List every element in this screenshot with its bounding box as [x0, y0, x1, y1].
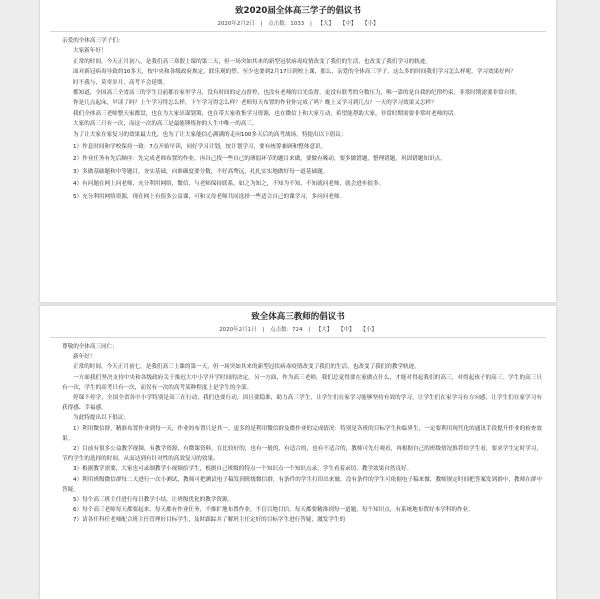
paragraph: 大家的高三只有一次，而这一次的高三是最能锤炼你的人生中唯一的高三。: [73, 121, 258, 128]
list-item: 3）多做基础题和中等题目，夯实基础，向准确度要分数，不好高骛远，扎扎实实地做好每一道基础题。: [73, 168, 329, 175]
click-count: 点击数：1033: [268, 21, 305, 27]
paragraph: 时不我与，莫辜岁月，高考不会延期。: [73, 79, 169, 86]
salutation: 尊敬的全体高三同仁：: [62, 344, 118, 350]
paragraph: 都知道，全国高三全省高三的学生目前都在家里学习，没有时间的定点督控，也没有老师的目光监督，更没有联考的分数压力，唯一靠的是自我的纪律约束，非常时期需要非常自律。: [73, 90, 521, 97]
font-size-large-link[interactable]: 【大】: [315, 327, 333, 333]
font-size-small-link[interactable]: 【小】: [362, 21, 379, 27]
list-item: 3）根据教学需要，大家也可录制教学小视频给学生，根据自己班级的特点一个知识点一个知识点录，学生看着录切，教学效果自然良好。: [73, 466, 413, 473]
document-page-2: [40, 306, 556, 599]
paragraph: 一方面我们坚决支持中央和各级政府关于推迟大中小学开学时间的决定，另一方面，作为高三老师，我们总觉得要在家做点什么，才能对得起我们的高三，对得起孩子的高三。学生的高三只有一次，学生的高考只有一次，而仅有一次的高考某种程度上是学生的全部。: [62, 374, 542, 391]
page-title: 致2020届全体高三学子的倡议书: [235, 6, 361, 16]
divider: [50, 31, 546, 32]
list-item: 2）作业任务有先后顺序：先完成老师布置的作业，再自己找一些自己的薄弱环节的题目来做，要做有吸动，要多做错题，整理错题，巩固错题知识点。: [73, 156, 446, 163]
publish-date: 2020年2月2日: [217, 21, 255, 27]
font-size-large-link[interactable]: 【大】: [317, 21, 335, 27]
font-size-small-link[interactable]: 【小】: [360, 327, 377, 333]
page-title: 致全体高三教师的倡议书: [251, 312, 345, 322]
article-body: [40, 342, 556, 526]
paragraph: 大家新年好！: [73, 48, 107, 55]
list-item: 6）每个高三老师每天都要起来，每天都有作业任务，不推扩地布置作业，不盲目地目信，每天都要精准到每一道题，每个知识点，有系统地布置好本学科的作业。: [73, 507, 474, 514]
paragraph: 新年好！: [73, 354, 96, 361]
list-item: 5）充分利用网络资源，现在网上有很多公益课，可和父母老师共同选择一些适合自己的课学习，多问问老师。: [73, 193, 346, 200]
divider: [50, 337, 546, 338]
list-item: 1）作息时间和学校保持一致：7点开始早读，同好学习计划，按计划学习，要有统筹兼顾和整体意识。: [73, 144, 327, 151]
paragraph: 你是几点起床，早读了吗？上午学习得怎么样，下午学习得怎么样？老师每天布置的作业你完成了吗？晚上又学习到几点？一天的学习效果又怎样？: [73, 100, 437, 107]
paragraph: 为了让大家在家复习的效果最大化，也为了让大家能信心满满的走向100多天后的高考战场，特提出以下倡议：: [73, 131, 347, 138]
paragraph: 面对新冠病毒导致的10多天，按中央和各级政府规定，联乐观的塑。至少也要到2月17日到校上课，那么，亲爱的全体高三学子，这么多的时间我们学习怎么样呢，学习效果好吗？: [73, 69, 516, 76]
article-meta: 2020年2月1日 | 点击数：724 | 【大】 【中】 【小】: [219, 327, 377, 333]
click-count: 点击数：724: [269, 327, 303, 333]
list-item: 5）每个高三班主任进行每日教学小结，让班级优化的教学资源。: [73, 497, 234, 504]
document-page-1: [40, 0, 556, 302]
paragraph: 为此特提出以下倡议：: [73, 415, 129, 422]
salutation: 亲爱的全体高三学子们：: [62, 38, 124, 44]
paragraph: 正常的时间，今天正月初七，是我们高三上课的第一天，但一场突如其来的新型冠状病毒疫情改变了我们的生活，也改变了我们的教学轨迹。: [73, 364, 420, 371]
article-body: [40, 36, 556, 202]
font-size-medium-link[interactable]: 【中】: [339, 21, 357, 27]
list-item: 4）有问题在网上问老师，充分利用网络，微信，与老师保持联系，如之为知之，不知为不知，不知就问老师，就会进步很多。: [73, 181, 385, 188]
paragraph: 我们全体高三老师整天家都盘，也在为大家出谋划策，也在带大家收集学习资源，也在微信上和大家互动，希望能帮助大家，非常时期需要非常时老师的话。: [73, 110, 459, 117]
article-meta: 2020年2月2日 | 点击数：1033 | 【大】 【中】 【小】: [217, 21, 379, 27]
list-item: 4）利用班级微信群每二天进行一次小测试，教师可把测试电子稿发到班级微信群，有条件的学生打印出来做，没有条件的学生可依据电子稿来做，教师规定时间把答案发到群中，教师在群中答疑。: [62, 476, 542, 493]
list-item: 2）目前有很多公益教学视频，有教学资源，有微课资料，在比较好的，也有一般的，有适合的，也有不适合的，教师可先行观看，再根据自己的班级情况推荐给学生看，要求学生定时学习，节约学生的选择的时间，从而达到有针对性的高效复习的效果。: [62, 446, 542, 463]
list-item: 7）请各任科任老师配合班主任管理好目标学生，及时跟踪并了解班主任定好的目标学生进行答疑，激发学生的: [73, 517, 346, 524]
publish-date: 2020年2月1日: [219, 327, 257, 333]
font-size-medium-link[interactable]: 【中】: [338, 327, 355, 333]
paragraph: 正常的时间，今天正月初八，是我们高三寒假上课的第二天，但一场突如其来的新型冠状病毒疫情改变了我们的生活，也改变了我们学习的轨迹。: [73, 58, 432, 65]
paragraph: 停课不停学，全国全省各中小学特别是高三在行动，我们也要行动，因且要稳准，助力高三学生，让学生们在家学习能够坚持有效的学习，让学生们在家学习有方向感，让学生们在家学习有获得感、幸福感。: [62, 395, 542, 412]
list-item: 1）利用微信群，精准布置作业到每一天，作业的布置只是其一，更多的是利用微信群及微作业的完成情况：特别是各班的目标学生和临界生，一定要利用现代化的通讯手段提升作业的检查效果。: [62, 425, 542, 442]
